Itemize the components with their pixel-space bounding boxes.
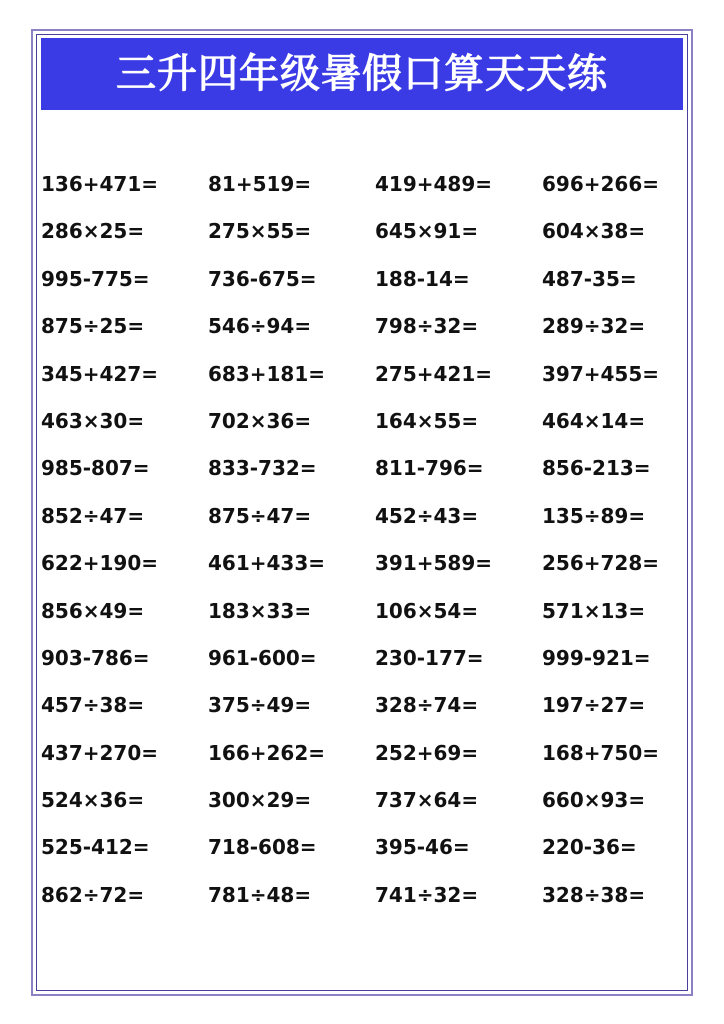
math-problem: 622+190=	[41, 551, 159, 576]
math-problem: 81+519=	[208, 172, 312, 196]
math-problem: 183×33=	[208, 598, 312, 623]
math-problem: 391+589=	[375, 551, 493, 576]
math-problem: 856-213=	[542, 456, 651, 481]
math-problem: 106×54=	[375, 598, 479, 623]
page-title: 三升四年级暑假口算天天练	[116, 51, 608, 97]
math-problem: 546÷94=	[208, 314, 312, 339]
title-banner	[41, 38, 683, 110]
math-problem: 345+427=	[41, 361, 159, 386]
math-problem: 683+181=	[208, 361, 326, 386]
math-problem: 461+433=	[208, 551, 326, 576]
math-problem: 464×14=	[542, 408, 646, 433]
math-problem: 604×38=	[542, 219, 646, 244]
math-problem: 571×13=	[542, 598, 646, 623]
math-problem: 833-732=	[208, 456, 317, 481]
math-problem: 999-921=	[542, 645, 651, 670]
math-problem: 300×29=	[208, 788, 312, 813]
math-problem: 645×91=	[375, 219, 479, 244]
math-problem: 961-600=	[208, 645, 317, 670]
math-problem: 741÷32=	[375, 882, 479, 907]
math-problem: 136+471=	[41, 172, 159, 196]
math-problem: 811-796=	[375, 456, 484, 481]
math-problem: 718-608=	[208, 835, 317, 860]
math-problem: 275×55=	[208, 219, 312, 244]
math-problem: 985-807=	[41, 456, 150, 481]
math-problem: 452÷43=	[375, 503, 479, 528]
math-problem: 164×55=	[375, 408, 479, 433]
math-problem: 135÷89=	[542, 503, 646, 528]
math-problem: 328÷38=	[542, 882, 646, 907]
math-problem: 419+489=	[375, 172, 493, 196]
math-problem: 275+421=	[375, 361, 493, 386]
math-problem: 256+728=	[542, 551, 660, 576]
math-problem: 798÷32=	[375, 314, 479, 339]
math-problem: 166+262=	[208, 740, 326, 765]
math-problem: 856×49=	[41, 598, 145, 623]
math-problem: 437+270=	[41, 740, 159, 765]
math-problem: 702×36=	[208, 408, 312, 433]
math-problem: 875÷47=	[208, 503, 312, 528]
math-problem: 736-675=	[208, 266, 317, 291]
math-problem: 660×93=	[542, 788, 646, 813]
math-problem: 875÷25=	[41, 314, 145, 339]
math-problem: 463×30=	[41, 408, 145, 433]
math-problem: 328÷74=	[375, 693, 479, 718]
math-problem: 252+69=	[375, 740, 479, 765]
math-problem: 397+455=	[542, 361, 660, 386]
math-problem: 395-46=	[375, 835, 470, 860]
math-problem: 525-412=	[41, 835, 150, 860]
math-problem: 188-14=	[375, 266, 470, 291]
math-problem: 487-35=	[542, 266, 637, 291]
math-problem: 230-177=	[375, 645, 484, 670]
math-problem: 852÷47=	[41, 503, 145, 528]
math-problem: 737×64=	[375, 788, 479, 813]
math-problem: 781÷48=	[208, 882, 312, 907]
math-problem: 696+266=	[542, 172, 660, 196]
math-problem: 197÷27=	[542, 693, 646, 718]
math-problem: 524×36=	[41, 788, 145, 813]
math-problem: 862÷72=	[41, 882, 145, 907]
math-problem: 903-786=	[41, 645, 150, 670]
math-problem: 289÷32=	[542, 314, 646, 339]
math-problem: 457÷38=	[41, 693, 145, 718]
math-problem: 168+750=	[542, 740, 660, 765]
math-problem: 375÷49=	[208, 693, 312, 718]
math-problem: 286×25=	[41, 219, 145, 244]
math-problem: 995-775=	[41, 266, 150, 291]
problem-grid	[41, 161, 709, 919]
math-problem: 220-36=	[542, 835, 637, 860]
